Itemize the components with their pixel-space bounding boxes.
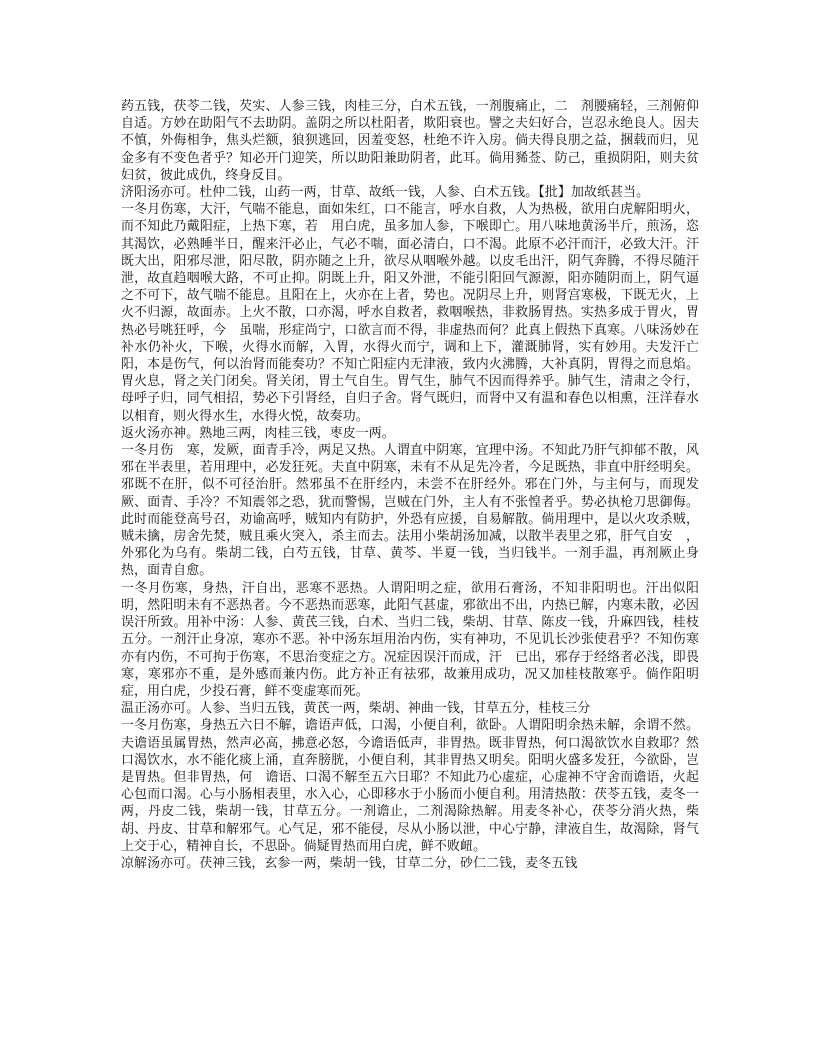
paragraph-3: 一冬月伤寒，大汗，气喘不能息，面如朱红，口不能言，呼水自救，人为热极，欲用白虎解阳明火，而不知此乃戴阳症，上热下寒，若 用白虎，虽多加人参，下喉即亡。用八味地黄汤半斤，煎汤，恣其渴饮，必熟睡半日，醒来汗必止，气必不喘，面必清白，口不渴。此原不必汗而汗，必致大汗。汗既大出，阳邪尽泄，阳尽散，阴亦随之上升，欲尽从咽喉外越。以皮毛出汗，阴气奔腾，不得尽随汗泄，故直趋咽喉大路，不可止抑。阴既上升，阳又外泄，不能引阳回气源源，阳亦随阴而上，阴气逼之不可下，故气喘不能息。且阳在上，火亦在上者，势也。况阴尽上升，则肾宫寒极，下既无火，上火不归源，故面赤。上火不散，口亦渴，呼水自救者，救咽喉热，非救肠胃热。实热多成于胃火，胃热必号咷狂呼，今 虽喘，形症尚宁，口欲言而不得，非虚热而何？此真上假热下真寒。八味汤妙在补水仍补火，下喉，火得水而解，入胃，水得火而宁，调和上下，灌溉肺肾，实有妙用。夫发汗亡阳，本是伤气，何以治肾而能奏功？不知亡阳症内无津液，致内火沸腾，大补真阴，胃得之而息焰。胃火息，肾之关门闭矣。肾关闭，胃土气自生。胃气生，肺气不因而得养乎。肺气生，清肃之令行，母呼子归，同气相招，势必下引肾经，自归子舍。肾气既归，而肾中又有温和春色以相熏，汪洋春水以相育，则火得水生，水得火悦，故奏功。 xyxy=(121,202,699,424)
paragraph-9: 凉解汤亦可。茯神三钱，玄参一两，柴胡一钱，甘草二分，砂仁二钱，麦冬五钱 xyxy=(121,855,578,871)
paragraph-2: 济阳汤亦可。杜仲二钱，山药一两，甘草、故纸一钱，人参、白术五钱。【批】加故纸甚当。 xyxy=(121,185,650,201)
paragraph-7: 温正汤亦可。人参、当归五钱，黄芪一两，柴胡、神曲一钱，甘草五分，桂枝三分 xyxy=(121,701,591,717)
paragraph-6: 一冬月伤寒，身热，汗自出，恶寒不恶热。人谓阳明之症，欲用石膏汤，不知非阳明也。汗出似阳明，然阳明未有不恶热者。今不恶热而恶寒，此阳气甚虚，邪欲出不出，内热已解，内寒未散，必因误汗所致。用补中汤：人参、黄芪三钱，白术、当归二钱，柴胡、甘草、陈皮一钱，升麻四钱，桂枝五分。一剂汗止身凉，寒亦不恶。补中汤东垣用治内伤，实有神功，不见讥长沙张使君乎？不知伤寒亦有内伤，不可拘于伤寒，不思治变症之方。况症因误汗而成，汗 已出，邪存于经络者必浅，即畏寒，寒邪亦不重，是外感而兼内伤。此方补正有祛邪，故兼用成功，况又加桂枝散寒乎。倘作阳明症，用白虎，少投石膏，鲜不变虚寒而死。 xyxy=(121,580,699,699)
document-page xyxy=(121,98,699,872)
paragraph-1: 药五钱，茯苓二钱，芡实、人参三钱，肉桂三分，白术五钱，一剂腹痛止，二 剂腰痛轻，三剂俯仰自适。方妙在助阳气不去助阴。盖阴之所以杜阳者，欺阳衰也。譬之夫妇好合，岂忍永绝良人。因夫不慎，外侮相争，焦头烂额，狼狈逃回，因羞变怒，杜绝不许入房。倘夫得良朋之益，捆载而归，见金多有不变色者乎？知必开门迎笑，所以助阳兼助阴者，此耳。倘用豨莶、防己，重损阴阳，则夫贫妇贫，彼此成仇，终身反目。 xyxy=(121,99,699,183)
paragraph-4: 返火汤亦神。熟地三两，肉桂三钱，枣皮一两。 xyxy=(121,425,395,441)
paragraph-5: 一冬月伤 寒，发厥，面青手冷，两足又热。人谓直中阴寒，宜理中汤。不知此乃肝气抑郁不散，风邪在半表里，若用理中，必发狂死。夫直中阴寒，未有不从足先冷者，今足既热，非直中肝经明矣。邪既不在肝，似不可径治肝。然邪虽不在肝经内，未尝不在肝经外。邪在门外，与主何与，而现发厥、面青、手冷？不知震邻之恐，犹而警惕，岂贼在门外，主人有不张惶者乎。势必执枪刀思御侮。此时而能登高号召，劝谕高呼，贼知内有防护，外恐有应援，自易解散。倘用理中，是以火攻杀贼，贼未擒，房舍先焚，贼且乘火突入，杀主而去。法用小柴胡汤加减，以散半表里之邪，肝气自安 ，外邪化为乌有。柴胡二钱，白芍五钱，甘草、黄芩、半夏一钱，当归钱半。一剂手温，再剂厥止身热，面青自愈。 xyxy=(121,443,699,579)
paragraph-8: 一冬月伤寒，身热五六日不解，谵语声低，口渴，小便自利，欲卧。人谓阳明余热未解，余谓不然。夫谵语虽属胃热，然声必高，拂意必怒，今谵语低声，非胃热。既非胃热，何口渴欲饮水自救耶？然口渴饮水，水不能化痰上涌，直奔膀胱，小便自利，其非胃热又明矣。阳明火盛多发狂，今欲卧，岂是胃热。但非胃热，何 谵语、口渴不解至五六日耶？不知此乃心虚症，心虚神不守舍而谵语，火起心包而口渴。心与小肠相表里，水入心，心即移水于小肠而小便自利。用清热散：茯苓五钱，麦冬一两，丹皮二钱，柴胡一钱，甘草五分。一剂谵止，二剂渴除热解。用麦冬补心，茯苓分消火热，柴胡、丹皮、甘草和解邪气。心气足，邪不能侵，尽从小肠以泄，中心宁静，津液自生，故渴除，肾气上交于心，精神自长，不思卧。倘疑胃热而用白虎，鲜不败衄。 xyxy=(121,718,699,854)
